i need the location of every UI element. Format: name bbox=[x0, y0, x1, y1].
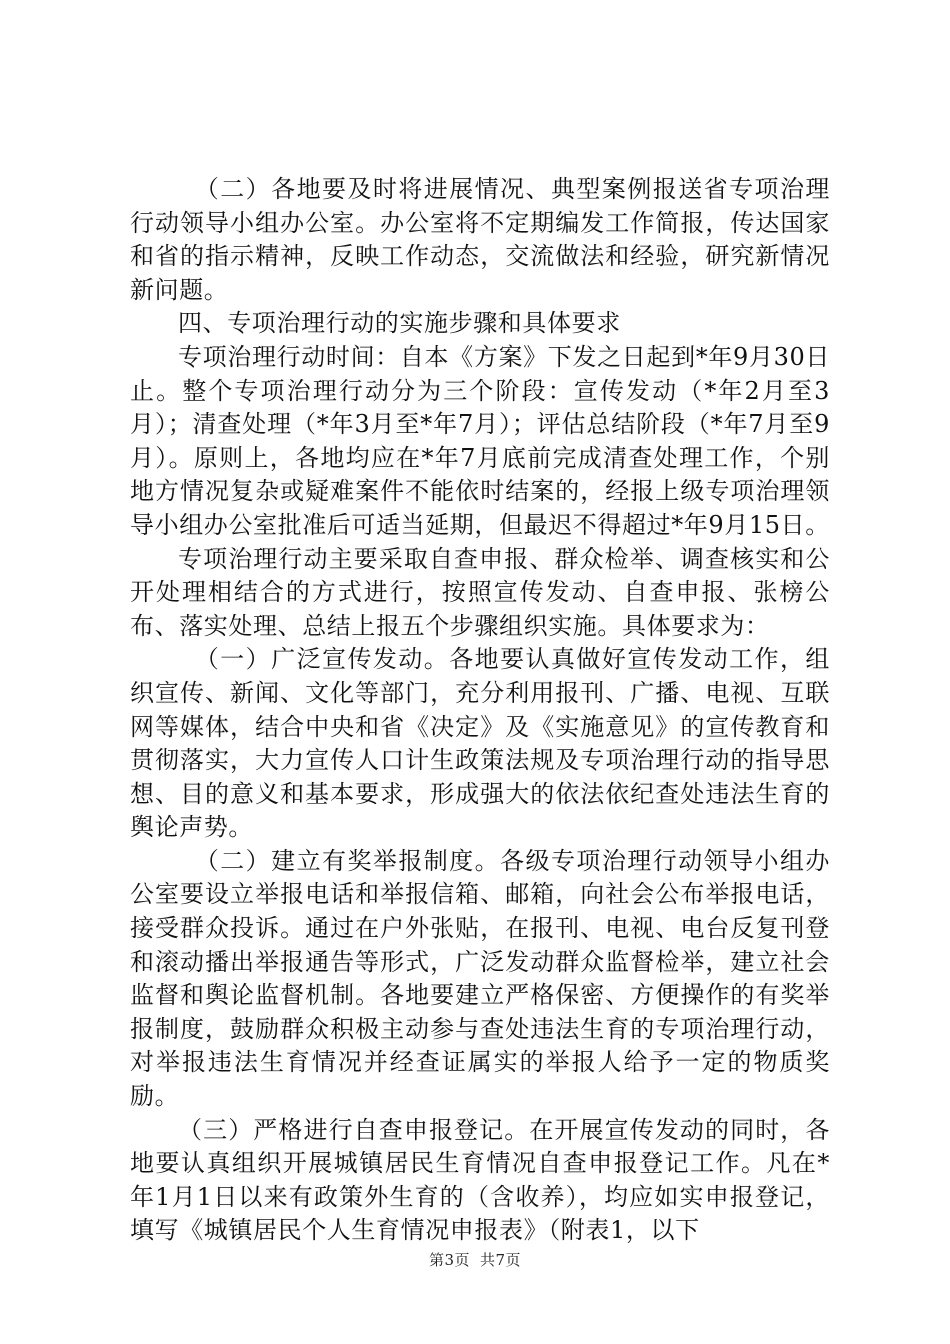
document-body bbox=[130, 173, 830, 1248]
paragraph-publicity: （一）广泛宣传发动。各地要认真做好宣传发动工作，组织宣传、新闻、文化等部门，充分利用报刊、广播、电视、互联网等媒体，结合中央和省《决定》及《实施意见》的宣传教育和贯彻落实，大力宣传人口计生政策法规及专项治理行动的指导思想、目的意义和基本要求，形成强大的依法依纪查处违法生育的舆论声势。 bbox=[130, 645, 830, 842]
paragraph-action-methods: 专项治理行动主要采取自查申报、群众检举、调查核实和公开处理相结合的方式进行，按照宣传发动、自查申报、张榜公布、落实处理、总结上报五个步骤组织实施。具体要求为： bbox=[130, 544, 830, 640]
page-footer bbox=[0, 1249, 950, 1270]
page-number-total: 共7页 bbox=[480, 1251, 522, 1269]
section-heading-implementation-steps: 四、专项治理行动的实施步骤和具体要求 bbox=[178, 309, 621, 338]
paragraph-reward-reporting: （二）建立有奖举报制度。各级专项治理行动领导小组办公室要设立举报电话和举报信箱、邮箱，向社会公布举报电话，接受群众投诉。通过在户外张贴，在报刊、电视、电台反复刊登和滚动播出举报通告等形式，广泛发动群众监督检举，建立社会监督和舆论监督机制。各地要建立严格保密、方便操作的有奖举报制度，鼓励群众积极主动参与查处违法生育的专项治理行动，对举报违法生育情况并经查证属实的举报人给予一定的物质奖励。 bbox=[130, 846, 830, 1111]
paragraph-action-timeline: 专项治理行动时间：自本《方案》下发之日起到*年9月30日止。整个专项治理行动分为三个阶段：宣传发动（*年2月至3月）；清查处理（*年3月至*年7月）；评估总结阶段（*年7月至9月）。原则上，各地均应在*年7月底前完成清查处理工作，个别地方情况复杂或疑难案件不能依时结案的，经报上级专项治理领导小组办公室批准后可适当延期，但最迟不得超过*年9月15日。 bbox=[130, 342, 830, 539]
paragraph-report-cases: （二）各地要及时将进展情况、典型案例报送省专项治理行动领导小组办公室。办公室将不定期编发工作简报，传达国家和省的指示精神，反映工作动态，交流做法和经验，研究新情况新问题。 bbox=[130, 175, 830, 304]
paragraph-self-declaration: （三）严格进行自查申报登记。在开展宣传发动的同时，各地要认真组织开展城镇居民生育情况自查申报登记工作。凡在*年1月1日以来有政策外生育的（含收养），均应如实申报登记，填写《城镇居民个人生育情况申报表》（附表1，以下 bbox=[130, 1115, 830, 1245]
page-number-current: 第3页 bbox=[428, 1251, 470, 1269]
